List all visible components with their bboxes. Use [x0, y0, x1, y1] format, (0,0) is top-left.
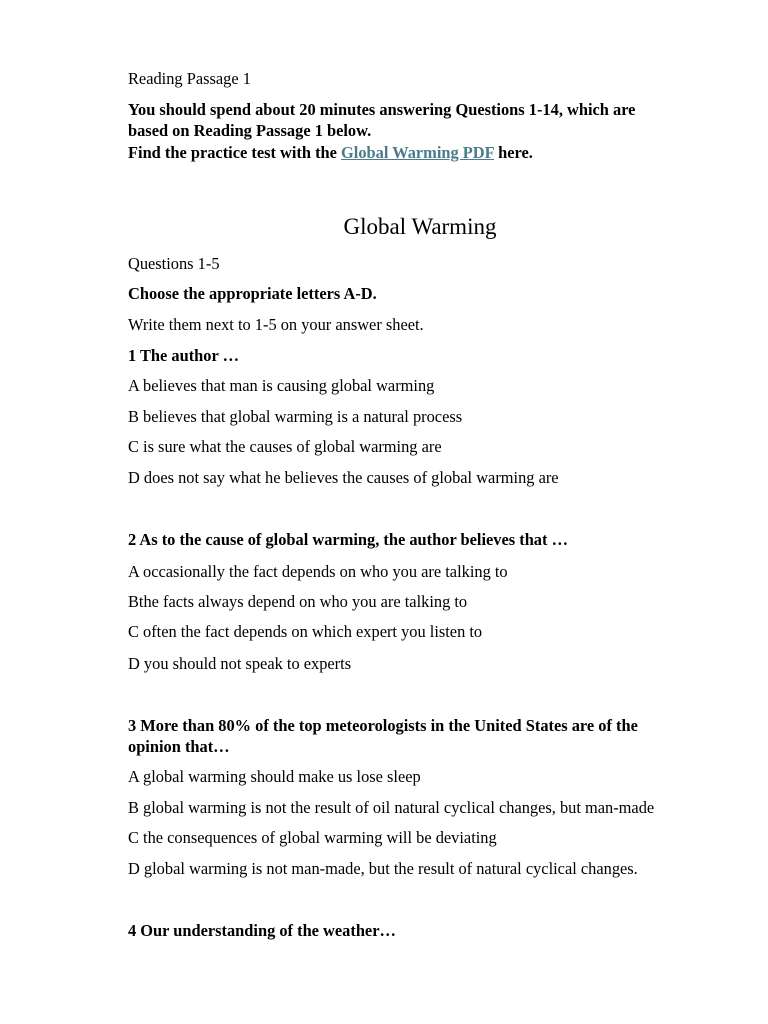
find-prefix: Find the practice test with the	[128, 143, 342, 162]
find-practice-line	[128, 143, 533, 163]
question-1-option-a: A believes that man is causing global warming	[128, 376, 435, 395]
question-3-option-c: C the consequences of global warming will be deviating	[128, 828, 497, 847]
question-2-option-d: D you should not speak to experts	[128, 654, 352, 673]
section-instruction: Write them next to 1-5 on your answer sheet.	[128, 315, 424, 334]
question-1-option-c: C is sure what the causes of global warming are	[128, 437, 442, 456]
question-2-option-c: C often the fact depends on which expert you listen to	[128, 622, 483, 641]
instruction-line-1: You should spend about 20 minutes answering Questions 1-14, which are	[128, 100, 636, 119]
question-2-option-a: A occasionally the fact depends on who you are talking to	[128, 562, 508, 581]
page-title: Global Warming	[343, 214, 497, 239]
question-2-stem: 2 As to the cause of global warming, the author believes that …	[128, 530, 568, 549]
question-3-option-d: D global warming is not man-made, but the result of natural cyclical changes.	[128, 859, 638, 878]
question-3-stem-line-1: 3 More than 80% of the top meteorologists in the United States are of the	[128, 716, 638, 735]
find-suffix: here.	[494, 143, 533, 162]
question-1-option-b: B believes that global warming is a natural process	[128, 407, 463, 426]
global-warming-pdf-link[interactable]: Global Warming PDF	[341, 143, 495, 162]
question-4-stem: 4 Our understanding of the weather…	[128, 921, 396, 940]
instruction-line-2: based on Reading Passage 1 below.	[128, 121, 372, 140]
question-3-stem-line-2: opinion that…	[128, 737, 230, 756]
questions-range-label: Questions 1-5	[128, 254, 220, 273]
section-instruction-bold: Choose the appropriate letters A-D.	[128, 284, 377, 303]
question-2-option-b: Bthe facts always depend on who you are talking to	[128, 592, 468, 611]
passage-label: Reading Passage 1	[128, 69, 251, 88]
question-3-option-a: A global warming should make us lose sleep	[128, 767, 421, 786]
question-3-option-b: B global warming is not the result of oil natural cyclical changes, but man-made	[128, 798, 655, 817]
question-1-option-d: D does not say what he believes the causes of global warming are	[128, 468, 559, 487]
question-1-stem: 1 The author …	[128, 346, 239, 365]
